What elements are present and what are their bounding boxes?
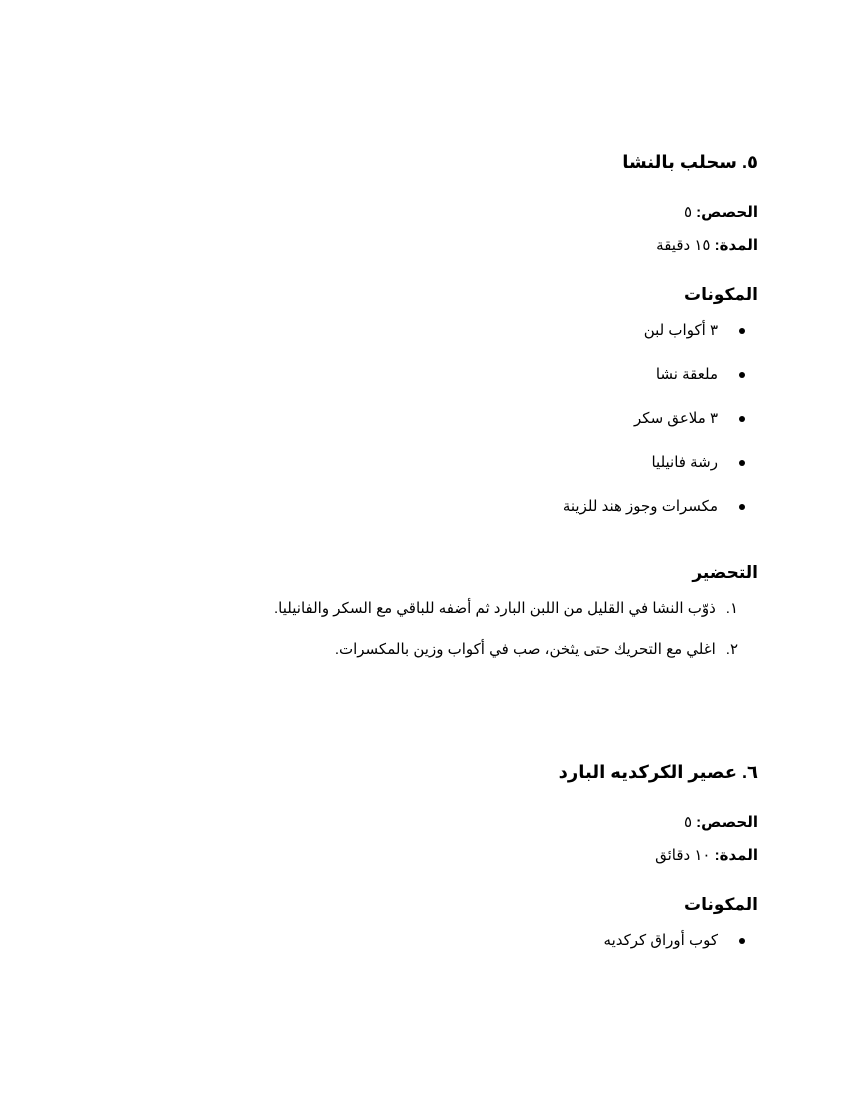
steps-list (98, 598, 758, 680)
servings-value: ٥ (683, 204, 692, 221)
list-item: ٣ أكواب لبن (98, 320, 758, 364)
ingredients-list (98, 930, 758, 974)
duration-label: المدة: (714, 847, 758, 864)
duration-label: المدة: (714, 237, 758, 254)
servings-line (98, 196, 758, 229)
ingredients-list (98, 320, 758, 540)
duration-line (98, 229, 758, 262)
step-number: ١. (725, 600, 738, 617)
servings-label: الحصص: (696, 814, 758, 831)
list-item: كوب أوراق كركديه (98, 930, 758, 974)
step-text: ذوّب النشا في القليل من اللبن البارد ثم أضفه للباقي مع السكر والفانيليا. (274, 600, 716, 617)
servings-label: الحصص: (696, 204, 758, 221)
ingredients-heading: المكونات (683, 895, 758, 914)
list-item: ملعقة نشا (98, 364, 758, 408)
servings-value: ٥ (683, 814, 692, 831)
step-number: ٢. (725, 641, 738, 658)
step-item (98, 639, 758, 680)
ingredients-heading: المكونات (683, 285, 758, 304)
duration-line (98, 839, 758, 872)
list-item: رشة فانيليا (98, 452, 758, 496)
recipe-title: ٥. سحلب بالنشا (622, 152, 758, 172)
list-item: مكسرات وجوز هند للزينة (98, 496, 758, 540)
preparation-heading: التحضير (692, 563, 758, 582)
duration-value: ١٥ دقيقة (656, 237, 711, 254)
recipe-hibiscus (98, 760, 758, 974)
recipe-sahlab (98, 150, 758, 680)
list-item: ٣ ملاعق سكر (98, 408, 758, 452)
servings-line (98, 806, 758, 839)
duration-value: ١٠ دقائق (655, 847, 711, 864)
step-item (98, 598, 758, 639)
recipe-title: ٦. عصير الكركديه البارد (558, 762, 758, 782)
step-text: اغلي مع التحريك حتى يثخن، صب في أكواب وزين بالمكسرات. (334, 641, 716, 658)
